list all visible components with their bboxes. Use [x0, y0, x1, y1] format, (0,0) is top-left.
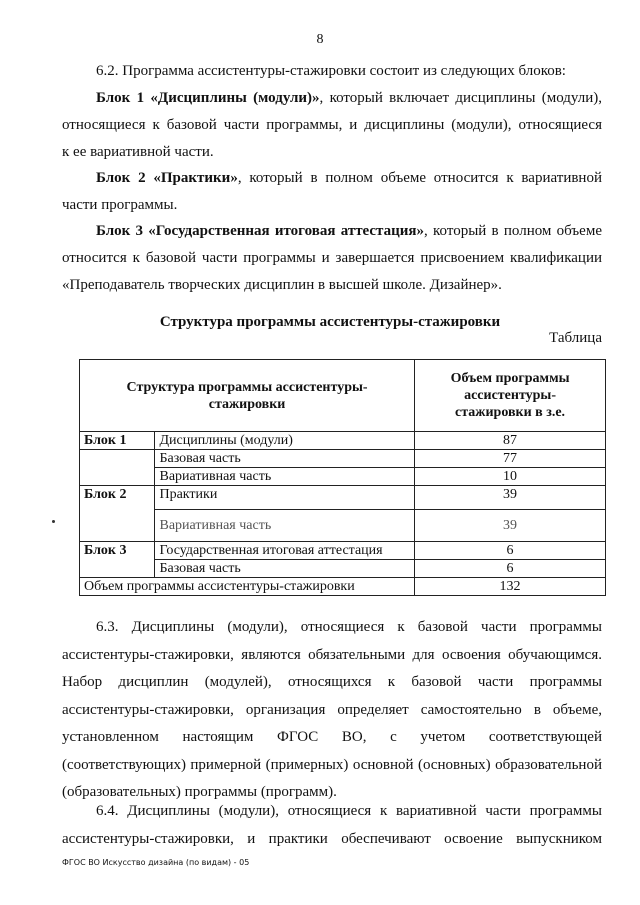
- table-row: [80, 486, 606, 510]
- row-name: Практики: [155, 486, 415, 510]
- row-value: 39: [415, 486, 606, 510]
- section-6-3-line: (образовательных) программы (программ).: [62, 784, 337, 800]
- block-3-line3: «Преподаватель творческих дисциплин в высшей школе. Дизайнер».: [62, 277, 502, 293]
- row-name: Вариативная часть: [155, 510, 415, 542]
- total-value: 132: [415, 578, 606, 596]
- block-2-line2: части программы.: [62, 197, 178, 213]
- section-6-3-line: установленном настоящим ФГОС ВО, с учетом соответствующей: [62, 729, 602, 745]
- table-row: [80, 510, 606, 542]
- block-3-paragraph: [62, 218, 602, 299]
- table-row: [80, 432, 606, 450]
- block-1-line2: относящиеся к базовой части программы, и дисциплины (модули), относящиеся: [62, 117, 602, 133]
- row-value: 39: [415, 510, 606, 542]
- row-name: Базовая часть: [155, 450, 415, 468]
- block-2-title: Блок 2 «Практики»: [96, 170, 238, 186]
- page-number: 8: [316, 32, 324, 47]
- footer: ФГОС ВО Искусство дизайна (по видам) - 05: [62, 858, 250, 867]
- section-6-4: [62, 797, 602, 853]
- header-structure: Структура программы ассистентуры-стажировки: [80, 360, 415, 432]
- total-label: Объем программы ассистентуры-стажировки: [80, 578, 415, 596]
- block-2-line1: , который в полном объеме относится к вариативной: [237, 170, 602, 186]
- section-6-3: [62, 614, 602, 807]
- row-name: Вариативная часть: [155, 468, 415, 486]
- section-6-3-line: 6.3. Дисциплины (модули), относящиеся к базовой части программы: [96, 619, 602, 635]
- row-block: [80, 560, 155, 578]
- block-2-paragraph: [62, 165, 602, 219]
- table-title: Структура программы ассистентуры-стажировки: [159, 314, 501, 330]
- block-1-line1: , который включает дисциплины (модули),: [319, 90, 602, 106]
- row-block: Блок 3: [80, 542, 155, 560]
- table-total-row: [80, 578, 606, 596]
- row-value: 10: [415, 468, 606, 486]
- table-row: [80, 542, 606, 560]
- structure-table: [79, 359, 606, 596]
- block-3-line2: относится к базовой части программы и завершается присвоением квалификации: [62, 250, 602, 266]
- section-6-4-line: ассистентуры-стажировки, и практики обеспечивают освоение выпускником: [62, 831, 602, 847]
- header-volume: Объем программы ассистентуры-стажировки в з.е.: [415, 360, 606, 432]
- row-block: [80, 450, 155, 468]
- row-name: Дисциплины (модули): [155, 432, 415, 450]
- scan-dot: [52, 520, 55, 523]
- row-block: Блок 1: [80, 432, 155, 450]
- row-block: [80, 468, 155, 486]
- row-name: Государственная итоговая аттестация: [155, 542, 415, 560]
- section-6-2-intro: 6.2. Программа ассистентуры-стажировки состоит из следующих блоков:: [96, 63, 566, 79]
- table-row: [80, 468, 606, 486]
- row-block: [80, 510, 155, 542]
- section-6-3-line: Набор дисциплин (модулей), относящихся к базовой части программы: [62, 674, 602, 690]
- row-value: 87: [415, 432, 606, 450]
- section-6-3-line: (соответствующих) примерной (примерных) основной (основных) образовательной: [62, 756, 602, 773]
- row-name: Базовая часть: [155, 560, 415, 578]
- row-block: Блок 2: [80, 486, 155, 510]
- block-1-title: Блок 1 «Дисциплины (модули)»: [96, 90, 320, 106]
- table-row: [80, 560, 606, 578]
- block-1-line3: к ее вариативной части.: [62, 144, 214, 160]
- block-1-paragraph: [62, 85, 602, 166]
- table-row: [80, 450, 606, 468]
- row-value: 6: [415, 542, 606, 560]
- section-6-3-line: ассистентуры-стажировки, организация определяет самостоятельно в объеме,: [62, 701, 602, 718]
- table-label: Таблица: [549, 330, 602, 346]
- row-value: 77: [415, 450, 606, 468]
- block-3-line1: , который в полном объеме: [424, 223, 602, 239]
- section-6-4-line: 6.4. Дисциплины (модули), относящиеся к вариативной части программы: [96, 803, 602, 819]
- table-header-row: [80, 360, 606, 432]
- block-3-title: Блок 3 «Государственная итоговая аттестация»: [96, 223, 425, 239]
- section-6-3-line: ассистентуры-стажировки, являются обязательными для освоения обучающимся.: [62, 646, 602, 663]
- row-value: 6: [415, 560, 606, 578]
